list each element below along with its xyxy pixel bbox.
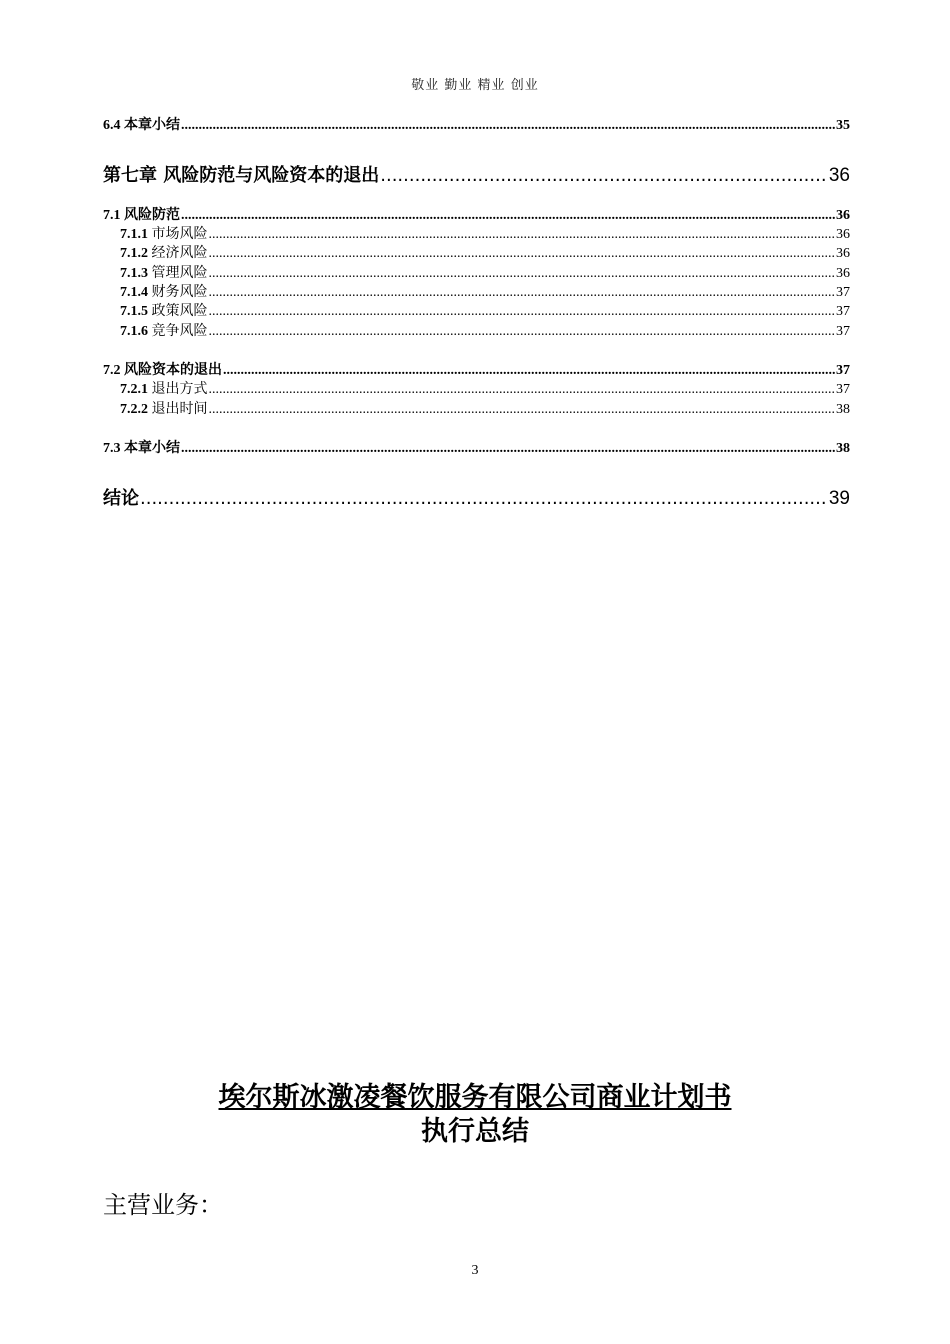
toc-entry-7-2-2[interactable] xyxy=(120,398,850,417)
toc-dot-leader xyxy=(209,285,836,300)
toc-entry-page: 39 xyxy=(828,488,850,508)
toc-entry-number: 7.1.1 xyxy=(120,227,148,242)
toc-dot-leader xyxy=(209,382,836,397)
page-header: 敬业 勤业 精业 创业 xyxy=(411,78,539,93)
toc-entry-7-1-5[interactable] xyxy=(120,300,850,319)
toc-entry-title: 本章小结 xyxy=(124,118,180,133)
main-business-heading: 主营业务： xyxy=(103,1191,223,1219)
toc-entry-page: 37 xyxy=(836,324,850,339)
toc-entry-page: 36 xyxy=(836,246,850,261)
toc-entry-number: 7.2 xyxy=(103,363,121,378)
toc-entry-page: 36 xyxy=(836,227,850,242)
toc-entry-page: 36 xyxy=(828,165,850,185)
toc-entry-number: 6.4 xyxy=(103,118,121,133)
toc-entry-7-1-4[interactable] xyxy=(120,281,850,300)
toc-entry-page: 36 xyxy=(836,266,850,281)
toc-entry-title: 第七章 风险防范与风险资本的退出 xyxy=(103,165,380,185)
toc-entry-title: 结论 xyxy=(103,488,139,508)
toc-entry-7-2[interactable] xyxy=(103,359,850,378)
executive-summary-title xyxy=(0,1081,950,1149)
executive-summary-heading: 执行总结 xyxy=(421,1116,529,1147)
toc-entry-7-3[interactable] xyxy=(103,437,850,456)
toc-entry-title: 竞争风险 xyxy=(151,324,208,339)
toc-entry-title: 退出时间 xyxy=(151,402,208,417)
toc-dot-leader xyxy=(209,227,836,242)
toc-entry-title: 本章小结 xyxy=(124,441,180,456)
toc-entry-7-1-2[interactable] xyxy=(120,242,850,261)
toc-entry-title: 退出方式 xyxy=(151,382,208,397)
toc-entry-title: 政策风险 xyxy=(151,304,208,319)
toc-entry-7-1[interactable] xyxy=(103,204,850,223)
toc-dot-leader xyxy=(223,363,835,378)
toc-dot-leader xyxy=(209,266,836,281)
toc-dot-leader xyxy=(209,304,836,319)
toc-dot-leader xyxy=(181,208,835,223)
toc-entry-page: 37 xyxy=(836,363,850,378)
toc-entry-number: 7.3 xyxy=(103,441,121,456)
toc-entry-page: 38 xyxy=(836,441,850,456)
toc-dot-leader xyxy=(209,246,836,261)
toc-entry-page: 36 xyxy=(836,208,850,223)
toc-dot-leader xyxy=(140,488,828,508)
toc-entry-title: 财务风险 xyxy=(151,285,208,300)
toc-entry-conclusion[interactable] xyxy=(103,484,850,508)
toc-entry-7-1-6[interactable] xyxy=(120,320,850,339)
toc-entry-number: 7.2.1 xyxy=(120,382,148,397)
toc-entry-number: 7.1 xyxy=(103,208,121,223)
toc-entry-7-1-1[interactable] xyxy=(120,223,850,242)
toc-dot-leader xyxy=(380,165,828,185)
toc-entry-title: 市场风险 xyxy=(151,227,208,242)
toc-entry-title: 经济风险 xyxy=(151,246,208,261)
toc-dot-leader xyxy=(181,441,835,456)
toc-entry-number: 7.1.4 xyxy=(120,285,148,300)
toc-dot-leader xyxy=(209,324,836,339)
toc-entry-page: 35 xyxy=(836,118,850,133)
toc-entry-number: 7.2.2 xyxy=(120,402,148,417)
toc-entry-7-1-3[interactable] xyxy=(120,262,850,281)
toc-entry-page: 37 xyxy=(836,382,850,397)
toc-entry-number: 7.1.6 xyxy=(120,324,148,339)
toc-entry-number: 7.1.3 xyxy=(120,266,148,281)
toc-entry-title: 风险防范 xyxy=(124,208,180,223)
toc-entry-number: 7.1.2 xyxy=(120,246,148,261)
toc-entry-page: 37 xyxy=(836,304,850,319)
toc-dot-leader xyxy=(181,118,835,133)
toc-entry-title: 风险资本的退出 xyxy=(124,363,222,378)
toc-entry-7-2-1[interactable] xyxy=(120,378,850,397)
toc-entry-6-4[interactable] xyxy=(103,114,850,133)
toc-dot-leader xyxy=(209,402,836,417)
document-title: 埃尔斯冰激凌餐饮服务有限公司商业计划书 xyxy=(218,1082,732,1113)
toc-entry-title: 管理风险 xyxy=(151,266,208,281)
toc-entry-page: 38 xyxy=(836,402,850,417)
toc-entry-page: 37 xyxy=(836,285,850,300)
toc-entry-chapter-7[interactable] xyxy=(103,161,850,185)
toc-entry-number: 7.1.5 xyxy=(120,304,148,319)
page-number: 3 xyxy=(471,1263,479,1278)
